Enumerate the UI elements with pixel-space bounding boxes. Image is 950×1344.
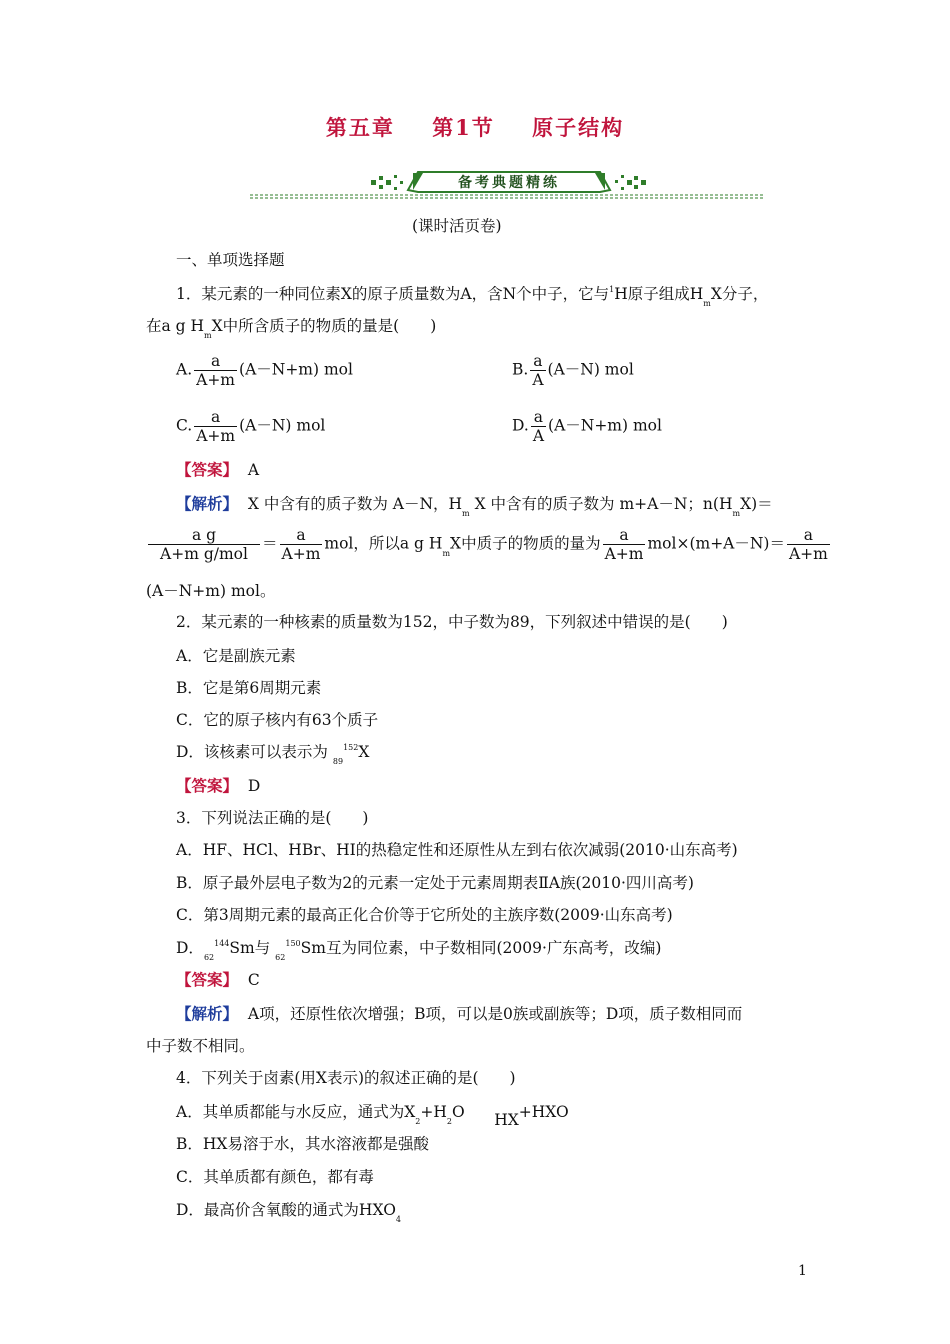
q1-option-c: C. $\frac{a}{A+m}$ (A－N) mol: [176, 408, 326, 445]
q1-stem-line2: 在a g $H_mX$中所含质子的物质的量是( ): [146, 317, 437, 340]
fraction: $\frac{a}{A}$: [532, 408, 545, 445]
analysis-tag: 【解析】: [176, 1004, 239, 1023]
q4-stem: 4．下列关于卤素(用X表示)的叙述正确的是( ): [176, 1069, 516, 1087]
q2-option-b: B．它是第6周期元素: [176, 679, 322, 697]
page-title: [0, 112, 950, 142]
answer-tag: 【答案】: [176, 460, 239, 479]
answer-tag: 【答案】: [176, 776, 239, 795]
fraction: $\frac{a}{A+m}$: [788, 526, 828, 563]
q3-analysis-line1: 【解析】 A项，还原性依次增强；B项，可以是0族或副族等；D项，质子数相同而: [176, 1004, 743, 1023]
q1-option-a: A. $\frac{a}{A+m}$ (A－N+m) mol: [176, 352, 353, 389]
q3-answer: 【答案】 C: [176, 970, 260, 989]
topic-label: 原子结构: [532, 115, 625, 140]
q1-stem-line1: 1．某元素的一种同位素X的原子质量数为A，含N个中子，它与$^1$H原子组成$H_mX$分子，: [176, 285, 769, 308]
fraction: $\frac{a}{A+m}$: [281, 526, 321, 563]
q4-option-d: D．最高价含氧酸的通式为$HXO_4$: [176, 1201, 402, 1224]
q3-option-c: C．第3周期元素的最高正化合价等于它所处的主族序数(2009·山东高考): [176, 906, 673, 924]
q3-stem: 3．下列说法正确的是( ): [176, 809, 369, 827]
q1-answer: 【答案】 A: [176, 460, 260, 479]
q2-option-d: D．该核素可以表示为 $_{89}^{152}$X: [176, 743, 370, 766]
banner-text: 备考典题精练: [458, 175, 560, 191]
subtitle: (课时活页卷): [412, 217, 502, 235]
q1-option-b: B. $\frac{a}{A}$ (A－N) mol: [512, 352, 634, 389]
q1-analysis-line2: $\frac{\text{a g}}{\text{A+m g/mol}}$ ＝ $\frac{a}{A+m}$ mol，所以a g $H_mX$中质子的物质的量为 $\frac{a}{A+m}$ mol×(m+A－N)＝ $\frac{a}{A+m}$: [146, 526, 832, 563]
q1-analysis-line3: (A－N+m) mol。: [146, 582, 276, 600]
q2-option-a: A．它是副族元素: [176, 647, 296, 665]
fraction: $\frac{a}{A+m}$: [196, 408, 236, 445]
section-banner: [250, 168, 765, 208]
q4-option-a: A．其单质都能与水反应，通式为$X_2+H_2O$ HX+HXO: [176, 1103, 569, 1129]
q2-answer: 【答案】 D: [176, 776, 261, 795]
page-number: 1: [798, 1263, 807, 1279]
q3-analysis-line2: 中子数不相同。: [146, 1037, 255, 1055]
banner-dots-right-icon: [615, 175, 646, 190]
q1-option-d: D. $\frac{a}{A}$ (A－N+m) mol: [512, 408, 662, 445]
q2-option-c: C．它的原子核内有63个质子: [176, 711, 379, 729]
section-label: 第1节: [432, 115, 495, 140]
fraction: $\frac{a}{A}$: [532, 352, 544, 389]
q3-option-b: B．原子最外层电子数为2的元素一定处于元素周期表ⅡA族(2010·四川高考): [176, 874, 694, 892]
fraction: $\frac{\text{a g}}{\text{A+m g/mol}}$: [148, 526, 260, 563]
fraction: $\frac{a}{A+m}$: [604, 526, 644, 563]
q1-analysis-line1: 【解析】 X 中含有的质子数为 A－N，$H_m$ X 中含有的质子数为 m+A－N；$n(H_mX)=$: [176, 494, 773, 518]
q2-stem: 2．某元素的一种核素的质量数为152，中子数为89，下列叙述中错误的是( ): [176, 613, 728, 631]
fraction: $\frac{a}{A+m}$: [196, 352, 236, 389]
banner-dots-left-icon: [371, 175, 403, 190]
q4-option-c: C．其单质都有颜色，都有毒: [176, 1168, 374, 1186]
part-heading: 一、单项选择题: [176, 251, 285, 269]
analysis-tag: 【解析】: [176, 494, 239, 513]
chapter-label: 第五章: [325, 115, 395, 140]
q3-option-a: A．HF、HCl、HBr、HI的热稳定性和还原性从左到右依次减弱(2010·山东高考): [176, 841, 738, 859]
answer-tag: 【答案】: [176, 970, 239, 989]
q3-option-d: D．$_{62}^{144}$Sm与 $_{62}^{150}$Sm互为同位素，中子数相同(2009·广东高考，改编): [176, 939, 662, 962]
q4-option-b: B．HX易溶于水，其水溶液都是强酸: [176, 1135, 429, 1153]
